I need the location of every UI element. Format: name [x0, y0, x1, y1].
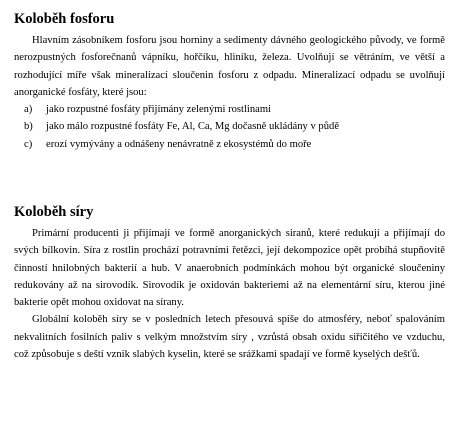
section-phosphorus-cycle [14, 10, 445, 153]
list-item [14, 101, 445, 118]
phosphate-list [14, 101, 445, 153]
list-item-text: jako málo rozpustné fosfáty Fe, Al, Ca, Mg dočasně ukládány v půdě [46, 121, 340, 133]
list-item [14, 136, 445, 153]
body-paragraph: Globální koloběh síry se v posledních letech přesouvá spíše do atmosféry, neboť spalováním nekvalitních fosilních paliv s velkým množstvím síry , vzrůstá obsah oxidu siřičitého ve vzduchu, což způsobuje s deští vznik slabých kyselin, které se srážkami spadají ve formě kyselých dešťů. [14, 314, 445, 361]
list-item [14, 118, 445, 135]
section-heading: Koloběh síry [14, 204, 94, 220]
list-marker: b) [24, 121, 33, 133]
body-paragraph: Hlavním zásobníkem fosforu jsou horniny a sedimenty dávného geologického původy, ve formě nerozpustných fosforečnanů vápníku, hořčíku, hliníku, železa. Uvolňují se větráním, ve větší a rozhodující míře však mineralizací sloučenin fosforu z odpadu. Mineralizací odpadu se uvolňují anorganické fosfáty, které jsou: [14, 35, 445, 98]
list-marker: a) [24, 104, 33, 116]
list-item-text: erozí vymývány a odnášeny nenávratně z ekosystémů do moře [46, 138, 312, 150]
section-heading: Koloběh fosforu [14, 11, 115, 27]
list-marker: c) [24, 138, 33, 150]
section-sulfur-cycle [14, 203, 445, 363]
list-item-text: jako rozpustné fosfáty přijímány zelenými rostlinami [46, 104, 272, 116]
body-paragraph: Primární producenti ji přijímají ve formě anorganických siranů, které redukují a přijímají do svých bílkovin. Síra z rostlin prochází potravními řetězci, její dekompozice opět probíhá stupňovitě činností hnilobných bakterií a hub. V anaerobních podmínkách mohou být organické sloučeniny redukovány až na sirovodík. Sirovodík je oxidován bakteriemi až na elementární síru, kterou jiné bakterie opět mohou oxidovat na sírany. [14, 228, 445, 309]
